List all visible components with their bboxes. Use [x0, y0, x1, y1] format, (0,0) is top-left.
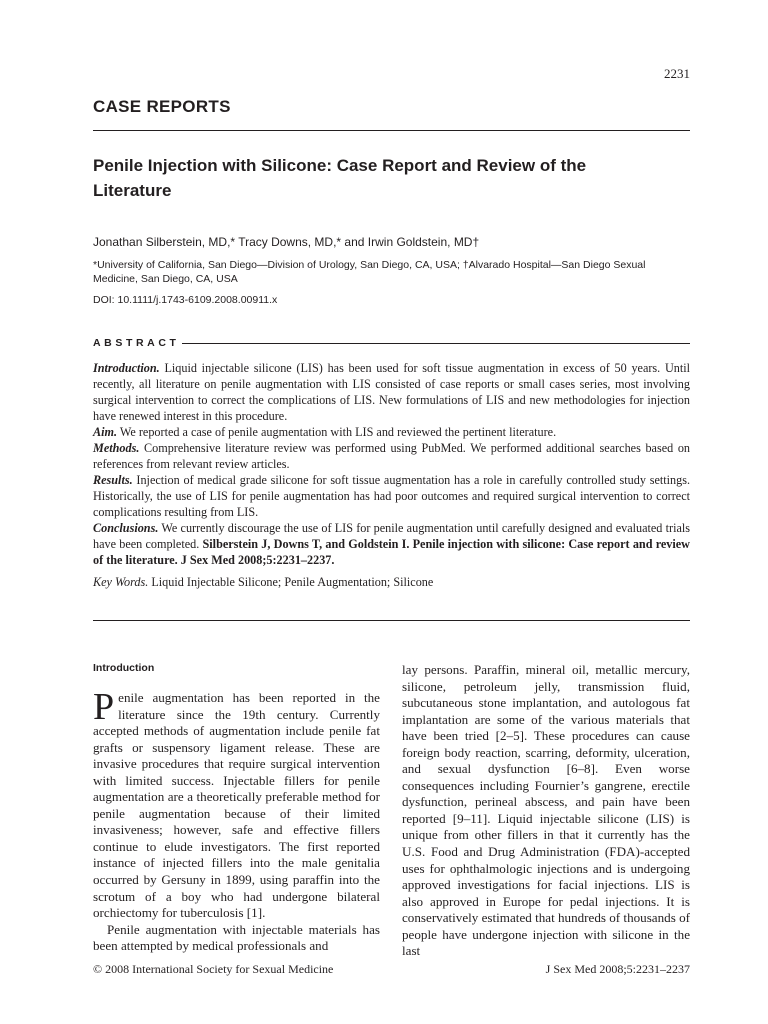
- left-column: [93, 662, 380, 955]
- key-words-label: Key Words.: [93, 575, 149, 589]
- footer-copyright: © 2008 International Society for Sexual Medicine: [93, 962, 334, 976]
- abstract-results-label: Results.: [93, 473, 133, 487]
- abstract-results-text: Injection of medical grade silicone for soft tissue augmentation has a role in carefully controlled study settings. Historically, the use of LIS for penile augmentation has had poor outcomes and required surgical intervention to correct complications resulting from LIS.: [93, 473, 690, 519]
- right-column-paragraph: lay persons. Paraffin, mineral oil, metallic mercury, silicone, petroleum jelly, transmission fluid, subcutaneous stone implantation, and autologous fat implantation are some of the various materials that have been tried [2–5]. These procedures can cause foreign body reaction, scarring, deformity, ulceration, and sexual dysfunction [6–8]. Even worse consequences including Fournier’s gangrene, erectile dysfunction, perineal abscess, and pain have been reported [9–11]. Liquid injectable silicone (LIS) is unique from other fillers in that it currently has the U.S. Food and Drug Administration (FDA)-accepted uses for ophthalmologic injections and is undergoing approved investigations for facial injections. LIS is also approved in Europe for pedal injections. It is conservatively estimated that hundreds of thousands of people have undergone injection with silicone in the last: [402, 662, 690, 959]
- abstract-body: [93, 360, 690, 568]
- page-number: 2231: [664, 66, 690, 81]
- intro-paragraph-1-text: enile augmentation has been reported in the literature since the 19th century. Currently accepted methods of augmentation include penile fat grafts or suspensory ligament release. These are invasive procedures that require surgical intervention with limited success. Injectable fillers for penile augmentation are a theoretically preferable method for penile augmentation because of their limited invasiveness; however, safe and effective fillers continue to elude investigators. The first reported instance of injected fillers into the male genitalia occurred by Gersuny in 1899, using paraffin into the scrotum of a boy who had undergone bilateral orchiectomy for tuberculosis [1].: [93, 690, 380, 921]
- article-title: Penile Injection with Silicone: Case Report and Review of the Literature: [93, 156, 587, 200]
- abstract-heading-row: [93, 336, 690, 350]
- abstract-methods-text: Comprehensive literature review was performed using PubMed. We performed additional searches based on references from relevant review articles.: [93, 441, 691, 471]
- section-heading: CASE REPORTS: [93, 97, 231, 116]
- abstract-conclusions-label: Conclusions.: [93, 521, 159, 535]
- abstract-aim-label: Aim.: [93, 425, 118, 439]
- abstract-aim: [93, 424, 690, 440]
- abstract-methods: [93, 440, 690, 472]
- key-words-text: Liquid Injectable Silicone; Penile Augmentation; Silicone: [151, 575, 434, 589]
- author-list: Jonathan Silberstein, MD,* Tracy Downs, MD,* and Irwin Goldstein, MD†: [93, 235, 480, 249]
- abstract-aim-text: We reported a case of penile augmentation with LIS and reviewed the pertinent literature.: [119, 425, 557, 439]
- abstract-methods-label: Methods.: [93, 441, 140, 455]
- abstract-introduction: [93, 360, 690, 424]
- drop-cap: P: [93, 686, 115, 728]
- key-words: [93, 575, 433, 590]
- top-divider: [93, 130, 690, 131]
- right-column: [402, 662, 690, 960]
- abstract-conclusions: [93, 520, 690, 568]
- abstract-citation: Silberstein J, Downs T, and Goldstein I. Penile injection with silicone: Case report and review of the literature. J Sex Med 2008;5:2231–2237.: [93, 537, 690, 567]
- abstract-rule: [182, 343, 690, 344]
- abstract-bottom-divider: [93, 620, 690, 621]
- footer-journal-reference: J Sex Med 2008;5:2231–2237: [545, 962, 690, 976]
- author-affiliations: *University of California, San Diego—Division of Urology, San Diego, CA, USA; †Alvarado Hospital—San Diego Sexual Medicine, San Diego, CA, USA: [93, 259, 646, 285]
- abstract-conclusions-text: We currently discourage the use of LIS for penile augmentation until carefully designed and evaluated trials have been completed.: [93, 521, 690, 551]
- abstract-results: [93, 472, 690, 520]
- intro-paragraph-2: Penile augmentation with injectable materials has been attempted by medical professionals and: [93, 921, 380, 954]
- abstract-introduction-text: Liquid injectable silicone (LIS) has been used for soft tissue augmentation in excess of 50 years. Until recently, all literature on penile augmentation with LIS consisted of case reports or small cases series, most involving surgical intervention to correct the complications of LIS. New formulations of LIS and new methodologies for injection have renewed interest in this procedure.: [93, 361, 690, 423]
- introduction-heading: Introduction: [93, 662, 155, 674]
- abstract-heading: ABSTRACT: [93, 337, 180, 349]
- intro-paragraph-1: [93, 686, 380, 922]
- doi: DOI: 10.1111/j.1743-6109.2008.00911.x: [93, 294, 278, 306]
- abstract-introduction-label: Introduction.: [93, 361, 160, 375]
